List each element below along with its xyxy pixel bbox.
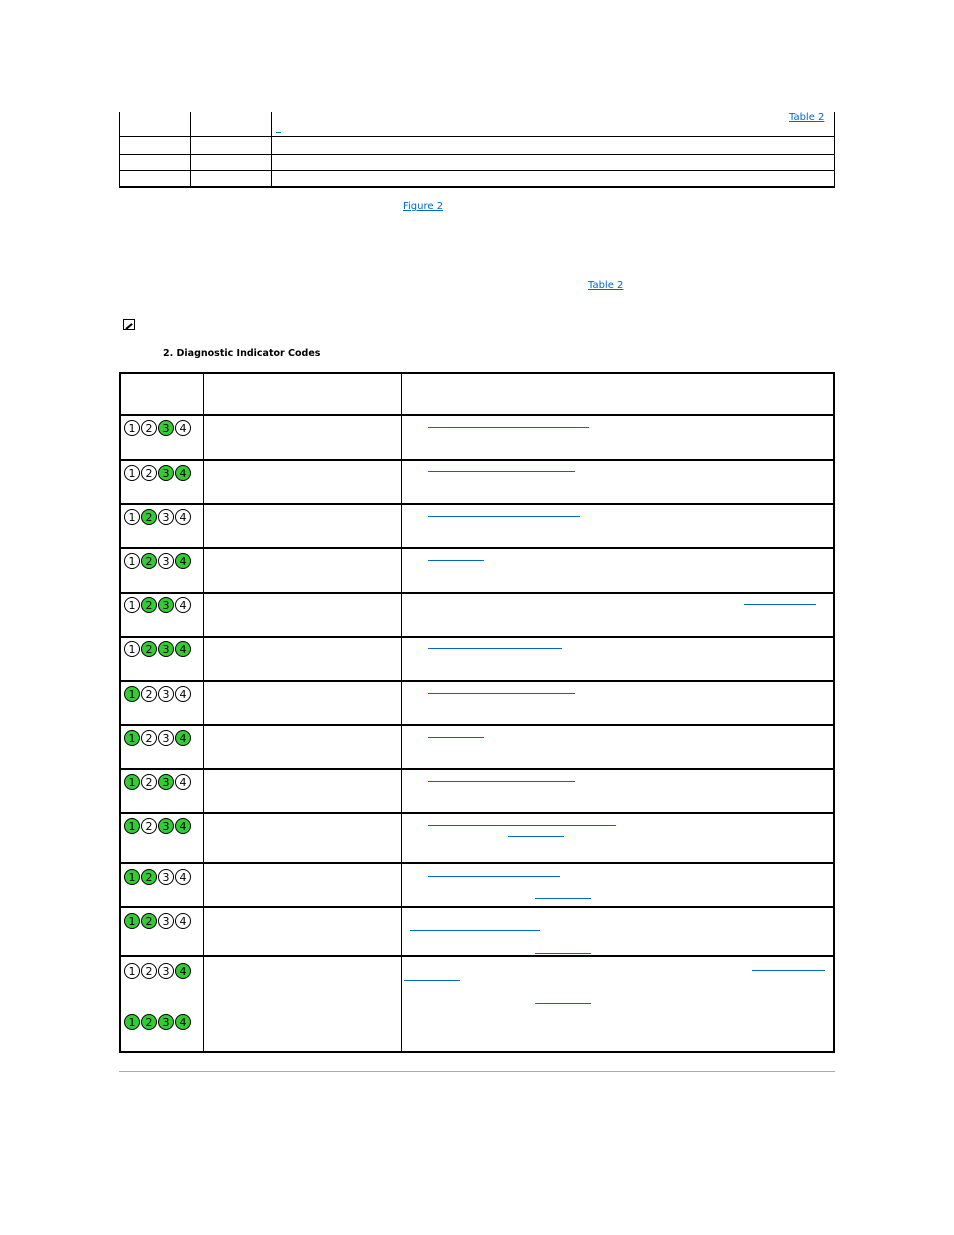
table-row-divider — [121, 414, 833, 416]
hyperlink[interactable] — [744, 603, 816, 605]
diagnostic-light-3-on: 3 — [158, 420, 174, 436]
table-row-divider — [121, 592, 833, 594]
table-row-divider — [121, 503, 833, 505]
diagnostic-lights — [124, 641, 191, 657]
table-row-divider — [121, 459, 833, 461]
table-border — [119, 136, 835, 137]
diagnostic-light-4-off: 4 — [175, 913, 191, 929]
diagnostic-light-1-on: 1 — [124, 774, 140, 790]
diagnostic-light-2-off: 2 — [141, 818, 157, 834]
diagnostic-light-2-off: 2 — [141, 963, 157, 979]
hyperlink[interactable] — [428, 875, 560, 877]
diagnostic-light-3-on: 3 — [158, 774, 174, 790]
diagnostic-light-2-on: 2 — [141, 869, 157, 885]
diagnostic-lights — [124, 465, 191, 481]
diagnostic-light-2-off: 2 — [141, 465, 157, 481]
diagnostic-light-2-on: 2 — [141, 509, 157, 525]
diagnostic-light-2-on: 2 — [141, 597, 157, 613]
table-row-divider — [121, 680, 833, 682]
hyperlink[interactable] — [535, 1002, 591, 1004]
diagnostic-light-3-off: 3 — [158, 963, 174, 979]
table-caption: 2. Diagnostic Indicator Codes — [163, 348, 321, 359]
top-table — [119, 112, 835, 188]
divider — [119, 1071, 835, 1072]
table-row-divider — [121, 636, 833, 638]
hyperlink[interactable] — [428, 647, 562, 649]
diagnostic-lights — [124, 420, 191, 436]
diagnostic-light-4-off: 4 — [175, 774, 191, 790]
diagnostic-light-3-on: 3 — [158, 465, 174, 481]
table-border — [401, 374, 402, 1051]
hyperlink[interactable] — [410, 929, 540, 931]
diagnostic-light-2-off: 2 — [141, 686, 157, 702]
diagnostic-light-4-on: 4 — [175, 730, 191, 746]
diagnostic-lights — [124, 730, 191, 746]
diagnostic-lights — [124, 509, 191, 525]
table-row-divider — [121, 812, 833, 814]
diagnostic-light-4-on: 4 — [175, 818, 191, 834]
diagnostic-light-1-on: 1 — [124, 818, 140, 834]
hyperlink[interactable] — [428, 780, 575, 782]
diagnostic-light-1-on: 1 — [124, 913, 140, 929]
table-row-divider — [121, 862, 833, 864]
diagnostic-lights — [124, 913, 191, 929]
diagnostic-light-4-off: 4 — [175, 597, 191, 613]
diagnostic-light-1-off: 1 — [124, 420, 140, 436]
diagnostic-lights — [124, 818, 191, 834]
diagnostic-lights — [124, 774, 191, 790]
table-row-divider — [121, 724, 833, 726]
diagnostic-light-1-off: 1 — [124, 553, 140, 569]
diagnostic-light-4-on: 4 — [175, 963, 191, 979]
hyperlink[interactable] — [428, 692, 575, 694]
diagnostic-light-3-on: 3 — [158, 641, 174, 657]
diagnostic-light-2-off: 2 — [141, 730, 157, 746]
hyperlink[interactable] — [752, 969, 825, 971]
diagnostic-light-3-on: 3 — [158, 597, 174, 613]
hyperlink[interactable] — [428, 559, 484, 561]
table2-link[interactable]: Table 2 — [588, 280, 624, 291]
diagnostic-lights — [124, 1014, 191, 1030]
table-border — [119, 112, 120, 188]
diagnostic-light-1-off: 1 — [124, 509, 140, 525]
diagnostic-light-1-on: 1 — [124, 869, 140, 885]
table-row-divider — [121, 955, 833, 957]
diagnostic-lights — [124, 686, 191, 702]
diagnostic-light-1-off: 1 — [124, 465, 140, 481]
table2-link[interactable]: Table 2 — [789, 112, 825, 123]
hyperlink[interactable] — [404, 979, 460, 981]
diagnostic-light-4-off: 4 — [175, 509, 191, 525]
table-row-divider — [121, 768, 833, 770]
diagnostic-light-1-off: 1 — [124, 597, 140, 613]
table-border — [119, 170, 835, 171]
table-border — [119, 154, 835, 155]
table-border — [271, 112, 272, 188]
table-row-divider — [121, 906, 833, 908]
diagnostic-light-4-on: 4 — [175, 553, 191, 569]
diagnostic-light-4-on: 4 — [175, 641, 191, 657]
diagnostic-lights — [124, 597, 191, 613]
diagnostic-lights — [124, 963, 191, 979]
diagnostic-light-2-off: 2 — [141, 420, 157, 436]
diagnostic-light-2-on: 2 — [141, 913, 157, 929]
figure2-link[interactable]: Figure 2 — [403, 201, 444, 212]
diagnostic-light-4-off: 4 — [175, 420, 191, 436]
diagnostic-light-4-off: 4 — [175, 869, 191, 885]
diagnostic-light-4-on: 4 — [175, 1014, 191, 1030]
hyperlink[interactable] — [535, 952, 591, 954]
diagnostic-light-1-on: 1 — [124, 730, 140, 746]
hyperlink[interactable] — [535, 897, 591, 899]
hyperlink[interactable] — [428, 470, 575, 472]
diagnostic-codes-table — [119, 372, 835, 1053]
diagnostic-lights — [124, 553, 191, 569]
diagnostic-light-3-off: 3 — [158, 553, 174, 569]
note-icon — [123, 319, 135, 330]
diagnostic-light-2-on: 2 — [141, 641, 157, 657]
hyperlink[interactable] — [508, 835, 564, 837]
hyperlink[interactable] — [428, 426, 589, 428]
diagnostic-light-3-off: 3 — [158, 509, 174, 525]
hyperlink[interactable] — [428, 736, 484, 738]
diagnostic-light-1-on: 1 — [124, 686, 140, 702]
table-border — [203, 374, 204, 1051]
hyperlink[interactable] — [428, 824, 616, 826]
table-border — [834, 112, 835, 188]
diagnostic-light-3-off: 3 — [158, 869, 174, 885]
diagnostic-light-2-on: 2 — [141, 553, 157, 569]
diagnostic-light-3-on: 3 — [158, 818, 174, 834]
link-underline[interactable] — [276, 131, 281, 133]
diagnostic-light-3-on: 3 — [158, 1014, 174, 1030]
table-border — [119, 186, 835, 188]
hyperlink[interactable] — [428, 515, 580, 517]
diagnostic-light-1-off: 1 — [124, 641, 140, 657]
diagnostic-light-3-off: 3 — [158, 730, 174, 746]
diagnostic-light-2-off: 2 — [141, 774, 157, 790]
diagnostic-light-3-off: 3 — [158, 913, 174, 929]
diagnostic-lights — [124, 869, 191, 885]
table-border — [190, 112, 191, 188]
diagnostic-light-2-on: 2 — [141, 1014, 157, 1030]
diagnostic-light-4-off: 4 — [175, 686, 191, 702]
diagnostic-light-3-off: 3 — [158, 686, 174, 702]
diagnostic-light-1-off: 1 — [124, 963, 140, 979]
diagnostic-light-4-on: 4 — [175, 465, 191, 481]
table-row-divider — [121, 547, 833, 549]
diagnostic-light-1-on: 1 — [124, 1014, 140, 1030]
